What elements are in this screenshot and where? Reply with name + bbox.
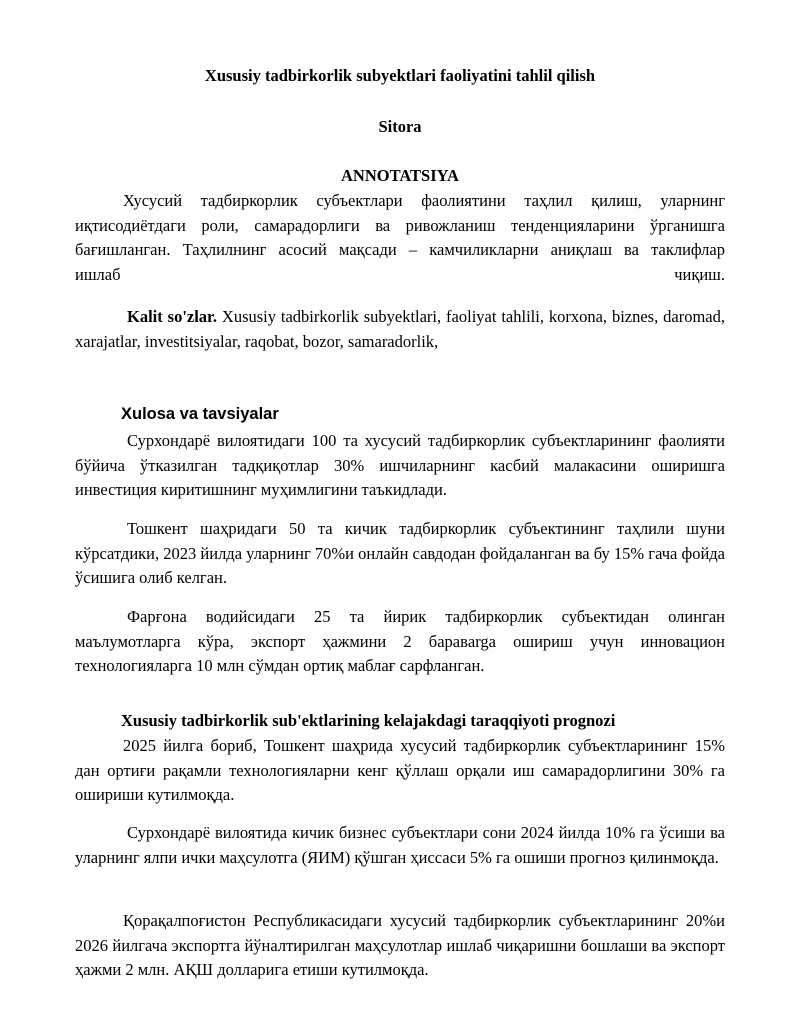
keywords-paragraph <box>75 305 725 354</box>
forecast-paragraph-1: 2025 йилга бориб, Тошкент шаҳрида хусусий тадбиркорлик субъектларининг 15% дан ортиғи рақамли технологияларни кенг қўллаш орқали иш самарадорлигини 30% га ошириши кутилмоқда. <box>75 736 725 804</box>
conclusions-paragraph-2: Тошкент шаҳридаги 50 та кичик тадбиркорлик субъектининг таҳлили шуни кўрсатдики, 2023 йилда уларнинг 70%и онлайн савдодан фойдаланган ва бу 15% гача фойда ўсишига олиб келган. <box>75 519 725 587</box>
annotation-text: Хусусий тадбиркорлик субъектлари фаолиятини таҳлил қилиш, уларнинг иқтисодиётдаги роли, самарадорлиги ва ривожланиш тенденцияларини ўрганишга бағишланган. Таҳлилнинг асосий мақсади – камчиликларни аниқлаш ва таклифлар <box>75 191 725 259</box>
forecast-paragraph-2: Сурхондарё вилоятида кичик бизнес субъектлари сони 2024 йилда 10% га ўсиши ва уларнинг ялпи ички маҳсулотга (ЯИМ) қўшган ҳиссаси 5% га ошиши прогноз қилинмоқда. <box>75 823 725 867</box>
annotation-last-left: ишлаб <box>75 264 121 284</box>
annotation-last-line <box>75 263 725 288</box>
document-title: Xususiy tadbirkorlik subyektlari faoliyatini tahlil qilish <box>204 66 596 85</box>
conclusions-paragraph-3: Фарғона водийсидаги 25 та йирик тадбиркорлик субъектидан олинган маълумотларга кўра, экспорт ҳажмини 2 баравarga ошириш учун инновацион технологияларга 10 млн сўмдан ортиқ маблағ сарфланган. <box>75 607 725 675</box>
keywords-text: Xususiy tadbirkorlik subyektlari, faoliyat tahlili, korxona, biznes, daromad, xarajatlar, investitsiyalar, raqobat, bozor, samaradorlik, <box>75 307 725 351</box>
forecast-paragraph-3: Қорақалпоғистон Республикасидаги хусусий тадбиркорлик субъектларининг 20%и 2026 йилгача экспортга йўналтирилган маҳсулотлар ишлаб чиқаришни бошлаши ва экспорт ҳажми 2 млн. АҚШ долларига етиши кутилмоқда. <box>75 911 725 979</box>
conclusions-paragraph-1: Сурхондарё вилоятидаги 100 та хусусий тадбиркорлик субъектларининг фаолияти бўйича ўтказилган тадқиқотлар 30% ишчиларнинг касбий малакасини оширишга инвестиция киритишнинг муҳимлигини таъкидлади. <box>75 431 725 499</box>
annotation-paragraph <box>75 189 725 287</box>
conclusions-heading: Xulosa va tavsiyalar <box>121 405 279 423</box>
annotation-heading: ANNOTATSIYA <box>341 166 459 185</box>
forecast-heading: Xususiy tadbirkorlik sub'ektlarining kelajakdagi taraqqiyoti prognozi <box>121 711 616 730</box>
keywords-label: Kalit so'zlar. <box>127 307 217 326</box>
annotation-last-right: чиқиш. <box>674 264 725 284</box>
author-name: Sitora <box>378 117 422 136</box>
